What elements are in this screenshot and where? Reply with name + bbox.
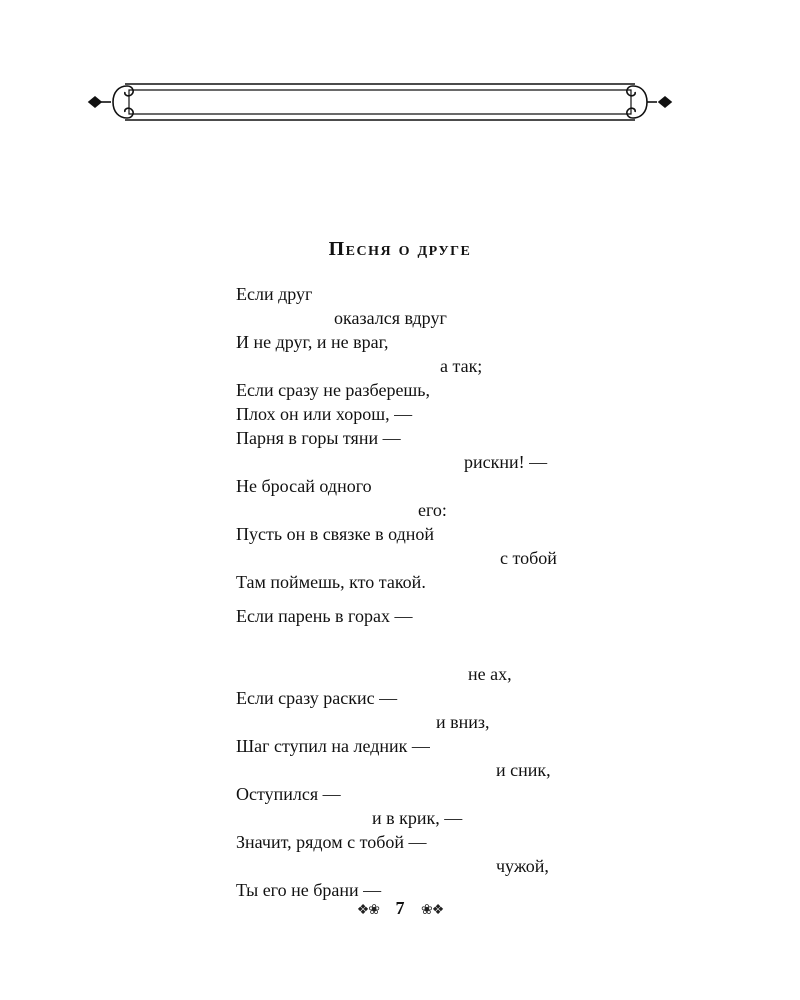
poem-line: и сник, (496, 760, 551, 780)
poem-line: Не бросай одного (236, 476, 372, 496)
poem-line: его: (418, 500, 447, 520)
poem-line: и в крик, — (372, 808, 463, 828)
poem-line: Шаг ступил на ледник — (236, 736, 430, 756)
ornament-frame-icon (85, 78, 675, 126)
poem-line: рискни! — (464, 452, 548, 472)
poem-title: Песня о друге (328, 238, 472, 260)
poem-line: Ты его не брани — (236, 880, 382, 900)
poem-line: И не друг, и не враг, (236, 332, 389, 352)
page-footer (0, 898, 800, 919)
poem-line: Оступился — (236, 784, 341, 804)
poem-line: Значит, рядом с тобой — (236, 832, 427, 852)
poem-line: и вниз, (436, 712, 490, 732)
poem-line: Парня в горы тяни — (236, 428, 401, 448)
ornament-right-icon: ❀❖ (421, 903, 444, 918)
poem-line: оказался вдруг (334, 308, 447, 328)
poem-body (236, 282, 636, 902)
poem-line: Если друг (236, 284, 313, 304)
header-ornament-frame (85, 78, 675, 126)
page-number: 7 (395, 898, 405, 918)
poem-line: с тобой (500, 548, 557, 568)
poem-line: чужой, (496, 856, 549, 876)
poem-line: Плох он или хорош, — (236, 404, 413, 424)
poem-line: Если сразу не разберешь, (236, 380, 431, 400)
poem-line: а так; (440, 356, 483, 376)
ornament-left-icon: ❖❀ (356, 903, 379, 918)
poem-line: Если сразу раскис — (236, 688, 398, 708)
poem-line: не ах, (468, 664, 512, 684)
poem-line: Там поймешь, кто такой. (236, 572, 426, 592)
poem-line: Пусть он в связке в одной (236, 524, 435, 544)
poem-line: Если парень в горах — (236, 606, 413, 626)
